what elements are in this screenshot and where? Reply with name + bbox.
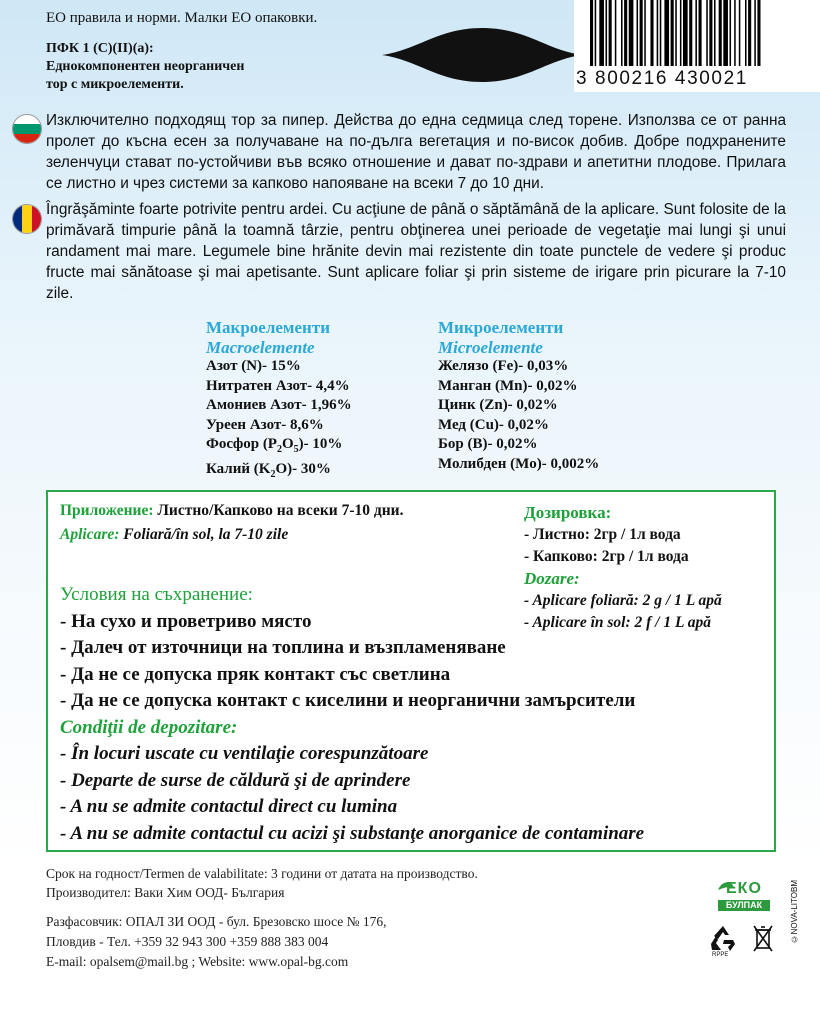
pfk-line-2: Еднокомпонентен неорганичен — [46, 59, 245, 74]
barcode-bar — [624, 0, 627, 66]
dosage-item: - Капково: 2гр / 1л вода — [524, 548, 689, 565]
application-ro: Aplicare: Foliară/în sol, la 7-10 zile — [60, 526, 289, 543]
micro-item: Цинк (Zn)- 0,02% — [438, 397, 558, 413]
storage-item: - Далеч от източници на топлина и възпламеняване — [60, 637, 506, 658]
barcode-bar — [629, 0, 634, 66]
barcode-bar — [699, 0, 702, 66]
dosage-title-ro: Dozare: — [524, 569, 580, 588]
bulgaria-flag-icon — [12, 114, 42, 144]
storage-item: - A nu se admite contactul cu acizi şi substanţe anorganice de contaminare — [60, 822, 645, 844]
barcode-bar — [590, 0, 593, 66]
pfk-line-3: тор с микроелементи. — [46, 77, 184, 92]
barcode-bar — [683, 0, 688, 66]
barcode-bar — [706, 0, 708, 66]
barcode-bar — [709, 0, 712, 66]
macro-item: Амониев Азот- 1,96% — [206, 397, 352, 413]
dosage-title-bg: Дозировка: — [524, 503, 612, 522]
storage-title-bg: Условия на съхранение: — [60, 584, 253, 605]
barcode-bar — [730, 0, 732, 66]
microelements-list — [438, 318, 599, 474]
recycle-label: RPPE — [712, 952, 729, 958]
barcode-bar — [671, 0, 674, 66]
macro-item: Нитратен Азот- 4,4% — [206, 377, 350, 394]
pfk-classification — [46, 40, 244, 94]
eko-text: ЕКО — [726, 880, 762, 897]
storage-item: - În locuri uscate cu ventilaţie corespunzătoare — [60, 743, 429, 764]
barcode-bar — [640, 0, 643, 66]
barcode-bar — [689, 0, 692, 66]
storage-item: - Да не се допуска контакт с киселини и неорганични замърсители — [60, 690, 636, 711]
barcode-bar — [719, 0, 722, 66]
dosage-item: - Aplicare foliară: 2 g / 1 L apă — [524, 592, 722, 609]
storage-title-ro: Condiţii de depozitare: — [60, 716, 238, 738]
top-note: ЕО правила и норми. Малки ЕО опаковки. — [46, 10, 318, 26]
macro-title-ro: Macroelemente — [206, 337, 315, 357]
barcode-bar — [615, 0, 617, 66]
macro-item: Уреен Азот- 8,6% — [206, 416, 324, 433]
side-credit: ©NOVA-LITOBM — [790, 880, 799, 944]
description-bg: Изключително подходящ тор за пипер. Действа до една седмица след торене. Използва се от ранна пролет до късна есен за получаване на по-дълга вегетация и по-висок добив. Добре подхранените зеленчуци стават по-устойчиви във всяко отношение и дават по-здрави и апетитни плодове. Прилага се листно и чрез системи за капково напояване на всеки 7 до 10 дни. — [46, 112, 786, 192]
dosage-item: - Листно: 2гр / 1л вода — [524, 526, 681, 543]
barcode-bar — [748, 0, 751, 66]
barcode-bar — [754, 0, 756, 66]
shelf-life: Срок на годност/Termen de valabilitate: 3 години от датата на производство. — [46, 866, 478, 881]
barcode-bar — [644, 0, 646, 66]
barcode-bar — [757, 0, 760, 66]
barcode-bar — [606, 0, 608, 66]
storage-item: - На сухо и проветриво място — [60, 610, 312, 632]
micro-title-ro: Microelemente — [438, 337, 543, 357]
barcode-number: 3 800216 430021 — [576, 68, 748, 89]
barcode-bar — [664, 0, 669, 66]
trash-bin-icon — [752, 924, 774, 954]
dosage-item: - Aplicare în sol: 2 f / 1 L apă — [524, 614, 711, 631]
barcode-bar — [695, 0, 697, 66]
description-ro: Îngrăşăminte foarte potrivite pentru ardei. Cu acţiune de până o săptămână de la aplicare. Sunt folosite de la primăvară timpurie până la toamnă târzie, pentru obţinerea unei perioade de vegetaţie mai lungi şi unui randament mai mare. Legumele bine hrănite devin mai rezistente din toate punctele de vedere şi produc fructe mai sănătoase şi mai apetisante. Sunt aplicare foliar şi prin sisteme de irigare prin picurare la 7-10 zile. — [46, 201, 786, 302]
storage-item: - Departe de surse de căldură şi de aprindere — [60, 769, 411, 791]
barcode-bar — [599, 0, 604, 66]
barcode-bar — [650, 0, 653, 66]
barcode-bar — [657, 0, 659, 66]
macroelements-list — [206, 318, 352, 484]
storage-item: - Да не се допуска пряк контакт със светлина — [60, 663, 451, 685]
recycle-icon — [708, 924, 738, 952]
barcode-bar — [637, 0, 639, 66]
barcode-bar — [621, 0, 623, 66]
micro-item: Манган (Mn)- 0,02% — [438, 377, 578, 394]
macro-item: Азот (N)- 15% — [206, 358, 301, 374]
micro-title-bg: Микроелементи — [438, 318, 564, 337]
barcode-bar — [734, 0, 736, 66]
barcode-bar — [675, 0, 677, 66]
micro-item: Бор (B)- 0,02% — [438, 436, 538, 452]
macro-title-bg: Макроелементи — [206, 318, 330, 337]
storage-block — [60, 582, 644, 847]
macro-item-phosphorus: Фосфор $(P_2O_5)-$ 10% — [206, 436, 343, 455]
romania-flag-icon — [12, 204, 42, 234]
storage-item: - A nu se admite contactul direct cu lumina — [60, 796, 398, 817]
producer: Производител: Ваки Хим ООД- България — [46, 885, 285, 900]
application-bg: Приложение: Листно/Капково на всеки 7-10 дни. — [60, 502, 404, 519]
barcode-bar — [660, 0, 662, 66]
barcode-bar — [745, 0, 747, 66]
contact-line: E-mail: opalsem@mail.bg ; Website: www.opal-bg.com — [46, 954, 349, 969]
barcode-bar — [739, 0, 741, 66]
bulpak-text: БУЛПАК — [718, 900, 770, 911]
usage-box — [46, 490, 776, 852]
barcode-bar — [609, 0, 612, 66]
hanger-hole-shape — [378, 20, 586, 90]
micro-item: Молибден (Mo)- 0,002% — [438, 455, 600, 472]
barcode-icon — [588, 0, 810, 70]
footer-contact — [46, 912, 387, 972]
footer-info — [46, 864, 478, 902]
micro-item: Мед (Cu)- 0,02% — [438, 416, 549, 433]
eko-bulpak-logo — [716, 878, 772, 912]
micro-item: Желязо (Fe)- 0,03% — [438, 358, 569, 374]
pfk-line-1: ПФК 1 (С)(II)(а): — [46, 41, 154, 56]
city-phone: Пловдив - Тел. +359 32 943 300 +359 888 383 004 — [46, 934, 329, 949]
barcode-bar — [680, 0, 682, 66]
barcode-bar — [723, 0, 728, 66]
barcode-bar — [595, 0, 597, 66]
barcode-bar — [714, 0, 716, 66]
macro-item-potassium: Калий $(K_2O)-$ 30% — [206, 460, 331, 480]
packer: Разфасовчик: ОПАЛ ЗИ ООД - бул. Брезовско шосе № 176, — [46, 914, 387, 929]
